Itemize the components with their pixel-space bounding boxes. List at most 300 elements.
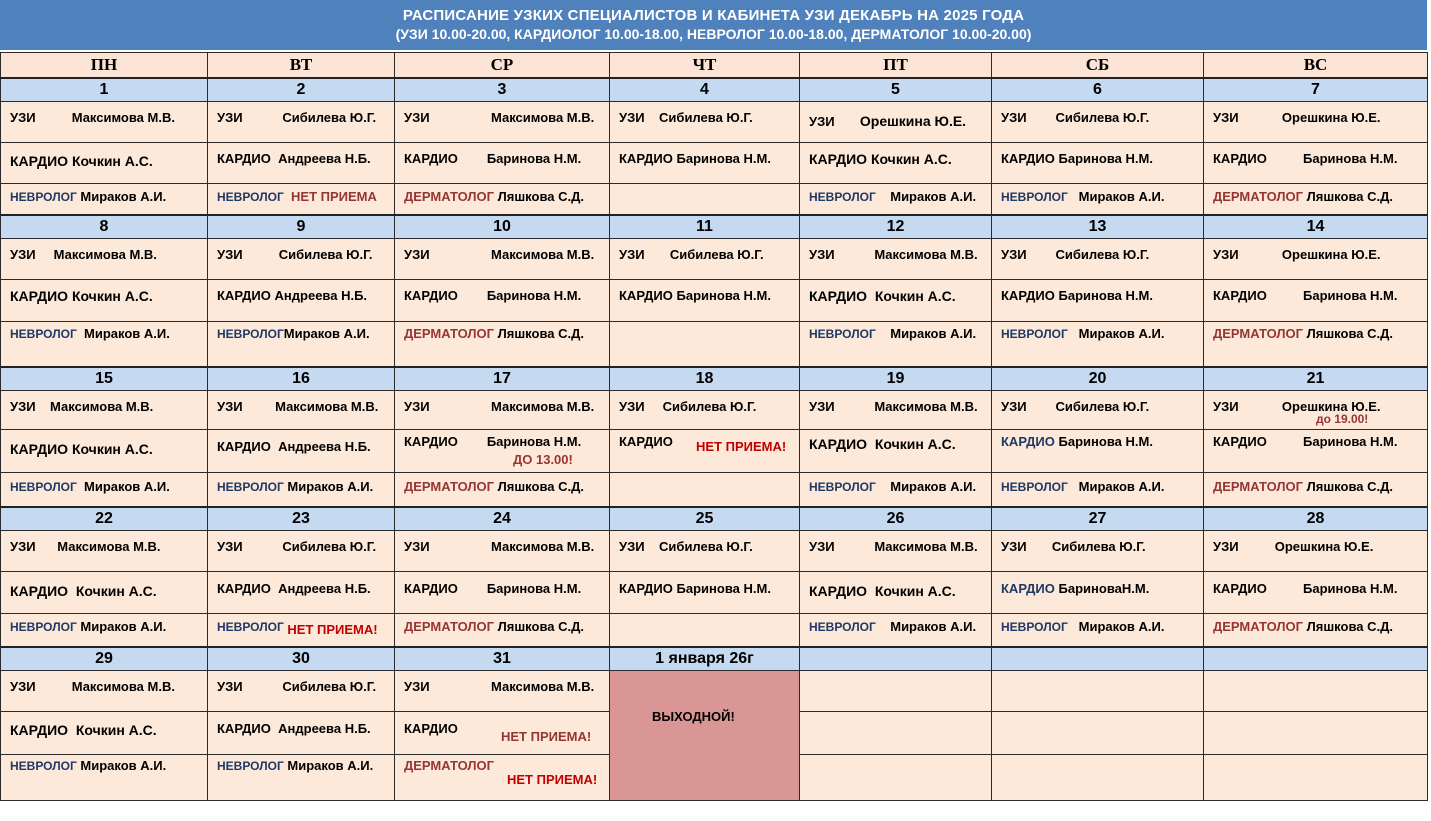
uzi-cell <box>992 531 1204 572</box>
doctor-name: Андреева Н.Б. <box>278 721 371 736</box>
role-label: УЗИ <box>619 110 645 125</box>
no-reception-label: НЕТ ПРИЕМА! <box>501 729 592 744</box>
doctor-name: Мираков А.И. <box>890 189 977 204</box>
nevrolog-cell <box>992 614 1204 648</box>
role-label: НЕВРОЛОГ <box>1001 327 1068 341</box>
week-3-dates <box>1 367 1428 391</box>
role-label: КАРДИО <box>809 151 868 167</box>
doctor-name: Кочкин А.С. <box>71 153 153 169</box>
role-label: УЗИ <box>1213 539 1239 554</box>
date-cell: 11 <box>610 215 800 239</box>
doctor-name: Сибилева Ю.Г. <box>282 539 377 554</box>
role-label: ДЕРМАТОЛОГ <box>404 758 495 773</box>
dermatolog-cell <box>395 322 610 368</box>
week-4-kardio <box>1 572 1428 614</box>
date-cell: 25 <box>610 507 800 531</box>
date-cell: 24 <box>395 507 610 531</box>
role-label: УЗИ <box>217 679 243 694</box>
until-13-note: ДО 13.00! <box>513 452 573 467</box>
role-label: УЗИ <box>10 399 36 414</box>
role-label: УЗИ <box>217 110 243 125</box>
week-1-kardio <box>1 143 1428 184</box>
role-label: КАРДИО <box>404 581 458 596</box>
nevrolog-cell <box>800 473 992 508</box>
date-cell <box>1204 647 1428 671</box>
role-label: КАРДИО <box>619 581 673 596</box>
role-label: КАРДИО <box>619 434 673 449</box>
uzi-cell <box>992 102 1204 143</box>
kardio-cell <box>1 572 208 614</box>
uzi-cell <box>1 531 208 572</box>
role-label: КАРДИО <box>10 583 69 599</box>
weekday-sun: ВС <box>1204 53 1428 79</box>
role-label: УЗИ <box>404 247 430 262</box>
role-label: НЕВРОЛОГ <box>10 190 77 204</box>
week-1-uzi <box>1 102 1428 143</box>
uzi-cell <box>1204 102 1428 143</box>
doctor-name: Мираков А.И. <box>890 619 977 634</box>
dermatolog-cell <box>395 614 610 648</box>
role-label: УЗИ <box>10 539 36 554</box>
nevrolog-cell <box>1 322 208 368</box>
dermatolog-cell <box>1204 184 1428 216</box>
uzi-cell <box>800 531 992 572</box>
doctor-name: Сибилева Ю.Г. <box>659 110 753 125</box>
kardio-cell <box>1204 572 1428 614</box>
empty-cell <box>992 671 1204 712</box>
nevrolog-cell <box>208 184 395 216</box>
doctor-name: Ляшкова С.Д. <box>497 619 584 634</box>
role-label: УЗИ <box>619 247 645 262</box>
kardio-cell <box>208 430 395 473</box>
kardio-cell <box>610 430 800 473</box>
role-label: НЕВРОЛОГ <box>809 190 876 204</box>
doctor-name: Сибилева Ю.Г. <box>1055 247 1150 262</box>
role-label: УЗИ <box>217 399 243 414</box>
role-label: НЕВРОЛОГ <box>10 480 77 494</box>
week-1-third <box>1 184 1428 216</box>
kardio-cell <box>992 430 1204 473</box>
role-label: УЗИ <box>619 539 645 554</box>
doctor-name: Кочкин А.С. <box>870 151 952 167</box>
nevrolog-cell <box>800 184 992 216</box>
uzi-cell <box>800 239 992 280</box>
empty-cell <box>610 473 800 508</box>
week-4-third <box>1 614 1428 648</box>
nevrolog-cell <box>800 614 992 648</box>
nevrolog-cell <box>208 755 395 801</box>
uzi-cell <box>1 102 208 143</box>
day-off-label: ВЫХОДНОЙ! <box>652 709 735 724</box>
week-2-kardio <box>1 280 1428 322</box>
role-label: КАРДИО <box>809 583 868 599</box>
doctor-name: Баринова Н.М. <box>1058 288 1153 303</box>
uzi-cell <box>610 239 800 280</box>
kardio-cell <box>395 430 610 473</box>
role-label: КАРДИО <box>1213 434 1267 449</box>
doctor-name: Максимова М.В. <box>71 110 175 125</box>
date-cell: 1 <box>1 78 208 102</box>
date-cell: 6 <box>992 78 1204 102</box>
schedule-table <box>0 52 1428 801</box>
doctor-name: Кочкин А.С. <box>874 583 956 599</box>
doctor-name: Мираков А.И. <box>287 758 374 773</box>
role-label: УЗИ <box>1213 247 1239 262</box>
role-label: УЗИ <box>217 539 243 554</box>
doctor-name: Ляшкова С.Д. <box>1306 479 1393 494</box>
doctor-name: Максимова М.В. <box>490 247 595 262</box>
doctor-name: Кочкин А.С. <box>874 436 956 452</box>
role-label: КАРДИО <box>1001 151 1055 166</box>
doctor-name: Сибилева Ю.Г. <box>282 110 377 125</box>
doctor-name: Баринова Н.М. <box>486 434 582 449</box>
uzi-cell <box>800 391 992 430</box>
doctor-name: Мираков А.И. <box>1078 479 1165 494</box>
date-cell: 3 <box>395 78 610 102</box>
kardio-cell <box>800 430 992 473</box>
doctor-name: Андреева Н.Б. <box>278 439 371 454</box>
doctor-name: Кочкин А.С. <box>75 583 157 599</box>
role-label: УЗИ <box>1001 110 1027 125</box>
doctor-name: Максимова М.В. <box>50 399 154 414</box>
date-cell: 16 <box>208 367 395 391</box>
role-label: ДЕРМАТОЛОГ <box>404 326 495 341</box>
doctor-name: Максимова М.В. <box>57 539 161 554</box>
empty-cell <box>1204 755 1428 801</box>
uzi-cell <box>208 671 395 712</box>
doctor-name: Ляшкова С.Д. <box>1306 619 1393 634</box>
date-cell: 8 <box>1 215 208 239</box>
nevrolog-cell <box>800 322 992 368</box>
nevrolog-cell <box>1 184 208 216</box>
role-label: НЕВРОЛОГ <box>1001 620 1068 634</box>
doctor-name: Орешкина Ю.Е. <box>1281 110 1381 125</box>
date-cell: 27 <box>992 507 1204 531</box>
date-cell: 14 <box>1204 215 1428 239</box>
kardio-cell <box>1204 143 1428 184</box>
role-label: УЗИ <box>1001 539 1027 554</box>
role-label: КАРДИО <box>1001 434 1055 449</box>
date-cell: 10 <box>395 215 610 239</box>
role-label: КАРДИО <box>809 288 868 304</box>
doctor-name: Максимова М.В. <box>71 679 175 694</box>
role-label: УЗИ <box>809 539 835 554</box>
no-reception-label: НЕТ ПРИЕМА! <box>507 772 598 787</box>
date-cell: 20 <box>992 367 1204 391</box>
role-label: КАРДИО <box>217 288 271 303</box>
kardio-cell <box>395 280 610 322</box>
uzi-cell <box>610 391 800 430</box>
doctor-name: Кочкин А.С. <box>75 722 157 738</box>
role-label: НЕВРОЛОГ <box>217 759 284 773</box>
doctor-name: Баринова Н.М. <box>1058 434 1153 449</box>
doctor-name: Мираков А.И. <box>1078 326 1165 341</box>
no-reception-label: НЕТ ПРИЕМА <box>291 189 377 204</box>
doctor-name: Сибилева Ю.Г. <box>1051 539 1146 554</box>
week-2-third <box>1 322 1428 368</box>
doctor-name: Ляшкова С.Д. <box>1306 189 1393 204</box>
role-label: УЗИ <box>1001 399 1027 414</box>
kardio-cell <box>395 572 610 614</box>
uzi-cell <box>1 391 208 430</box>
doctor-name: Орешкина Ю.Е. <box>1281 247 1381 262</box>
role-label: КАРДИО <box>217 581 271 596</box>
role-label: УЗИ <box>10 110 36 125</box>
nevrolog-cell <box>208 614 395 648</box>
kardio-cell <box>800 280 992 322</box>
uzi-cell <box>1 239 208 280</box>
doctor-name: Максимова М.В. <box>53 247 157 262</box>
kardio-cell <box>395 143 610 184</box>
uzi-cell <box>1 671 208 712</box>
nevrolog-cell <box>208 473 395 508</box>
kardio-cell <box>800 143 992 184</box>
week-1-dates <box>1 78 1428 102</box>
empty-cell <box>610 322 800 368</box>
uzi-cell <box>1204 531 1428 572</box>
date-cell: 4 <box>610 78 800 102</box>
role-label: ДЕРМАТОЛОГ <box>1213 189 1304 204</box>
doctor-name: Мираков А.И. <box>84 479 170 494</box>
week-5-dates <box>1 647 1428 671</box>
date-cell: 19 <box>800 367 992 391</box>
doctor-name: Максимова М.В. <box>490 539 595 554</box>
uzi-cell <box>395 391 610 430</box>
kardio-cell <box>610 280 800 322</box>
weekday-mon: ПН <box>1 53 208 79</box>
kardio-cell <box>1 430 208 473</box>
role-label: КАРДИО <box>404 434 458 449</box>
date-cell: 30 <box>208 647 395 671</box>
role-label: КАРДИО <box>217 721 271 736</box>
doctor-name: Мираков А.И. <box>287 479 374 494</box>
no-reception-label: НЕТ ПРИЕМА! <box>287 622 378 637</box>
doctor-name: Баринова Н.М. <box>1303 151 1398 166</box>
day-off-cell <box>610 671 800 801</box>
role-label: КАРДИО <box>10 288 69 304</box>
role-label: НЕВРОЛОГ <box>1001 190 1068 204</box>
nevrolog-cell <box>992 473 1204 508</box>
uzi-cell <box>395 531 610 572</box>
date-cell: 2 <box>208 78 395 102</box>
date-cell: 23 <box>208 507 395 531</box>
role-label: КАРДИО <box>404 288 458 303</box>
kardio-cell <box>1 143 208 184</box>
role-label: НЕВРОЛОГ <box>809 327 876 341</box>
nevrolog-cell <box>992 322 1204 368</box>
doctor-name: Ляшкова С.Д. <box>497 189 584 204</box>
date-cell: 5 <box>800 78 992 102</box>
uzi-cell <box>395 102 610 143</box>
doctor-name: Ляшкова С.Д. <box>497 326 584 341</box>
kardio-cell <box>992 572 1204 614</box>
kardio-cell <box>610 143 800 184</box>
doctor-name: Кочкин А.С. <box>874 288 956 304</box>
kardio-cell <box>208 572 395 614</box>
kardio-cell <box>208 712 395 755</box>
date-cell: 7 <box>1204 78 1428 102</box>
nevrolog-cell <box>208 322 395 368</box>
doctor-name: Мираков А.И. <box>80 189 167 204</box>
kardio-cell <box>800 572 992 614</box>
role-label: КАРДИО <box>1001 288 1055 303</box>
role-label: КАРДИО <box>619 288 673 303</box>
date-cell: 13 <box>992 215 1204 239</box>
role-label: УЗИ <box>404 539 430 554</box>
doctor-name: Орешкина Ю.Е. <box>859 113 967 129</box>
doctor-name: Мираков А.И. <box>890 479 977 494</box>
role-label: ДЕРМАТОЛОГ <box>404 189 495 204</box>
role-label: ДЕРМАТОЛОГ <box>404 619 495 634</box>
kardio-cell <box>992 143 1204 184</box>
weekday-sat: СБ <box>992 53 1204 79</box>
doctor-name: Баринова Н.М. <box>1303 288 1398 303</box>
role-label: ДЕРМАТОЛОГ <box>1213 479 1304 494</box>
kardio-cell <box>395 712 610 755</box>
role-label: УЗИ <box>404 110 430 125</box>
week-3-kardio <box>1 430 1428 473</box>
doctor-name: Мираков А.И. <box>283 326 370 341</box>
week-3-uzi <box>1 391 1428 430</box>
role-label: НЕВРОЛОГ <box>809 620 876 634</box>
dermatolog-cell <box>395 755 610 801</box>
doctor-name: Баринова Н.М. <box>676 288 771 303</box>
role-label: НЕВРОЛОГ <box>217 327 284 341</box>
doctor-name: Мираков А.И. <box>890 326 977 341</box>
doctor-name: Баринова Н.М. <box>486 581 582 596</box>
doctor-name: Сибилева Ю.Г. <box>659 539 753 554</box>
role-label: УЗИ <box>809 399 835 414</box>
kardio-cell <box>1 712 208 755</box>
empty-cell <box>610 614 800 648</box>
date-cell: 28 <box>1204 507 1428 531</box>
weekday-tue: ВТ <box>208 53 395 79</box>
role-label: УЗИ <box>404 399 430 414</box>
doctor-name: Сибилева Ю.Г. <box>282 679 377 694</box>
date-cell: 12 <box>800 215 992 239</box>
role-label: КАРДИО <box>10 441 69 457</box>
empty-cell <box>992 755 1204 801</box>
uzi-cell <box>395 239 610 280</box>
empty-cell <box>992 712 1204 755</box>
doctor-name: Максимова М.В. <box>874 539 978 554</box>
role-label: КАРДИО <box>217 151 271 166</box>
weekday-wed: СР <box>395 53 610 79</box>
week-4-dates <box>1 507 1428 531</box>
nevrolog-cell <box>1 614 208 648</box>
doctor-name: Баринова Н.М. <box>1058 151 1153 166</box>
no-reception-label: НЕТ ПРИЕМА! <box>696 439 787 454</box>
role-label: УЗИ <box>1001 247 1027 262</box>
date-cell <box>992 647 1204 671</box>
role-label: НЕВРОЛОГ <box>217 480 284 494</box>
doctor-name: Мираков А.И. <box>80 619 167 634</box>
date-cell: 29 <box>1 647 208 671</box>
role-label: УЗИ <box>619 399 645 414</box>
dermatolog-cell <box>395 184 610 216</box>
date-cell: 9 <box>208 215 395 239</box>
doctor-name: Максимова М.В. <box>874 399 978 414</box>
dermatolog-cell <box>1204 473 1428 508</box>
role-label: НЕВРОЛОГ <box>217 620 284 634</box>
role-label: НЕВРОЛОГ <box>10 759 77 773</box>
doctor-name: Андреева Н.Б. <box>278 151 371 166</box>
week-4-uzi <box>1 531 1428 572</box>
uzi-cell <box>1204 239 1428 280</box>
role-label: КАРДИО <box>619 151 673 166</box>
doctor-name: Кочкин А.С. <box>71 288 153 304</box>
role-label: ДЕРМАТОЛОГ <box>404 479 495 494</box>
role-label: УЗИ <box>10 679 36 694</box>
doctor-name: Мираков А.И. <box>80 758 167 773</box>
nevrolog-cell <box>992 184 1204 216</box>
doctor-name: Ляшкова С.Д. <box>497 479 584 494</box>
doctor-name: Сибилева Ю.Г. <box>662 399 757 414</box>
date-cell: 26 <box>800 507 992 531</box>
schedule-hours: (УЗИ 10.00-20.00, КАРДИОЛОГ 10.00-18.00, НЕВРОЛОГ 10.00-18.00, ДЕРМАТОЛОГ 10.00-20.00) <box>395 26 1032 42</box>
doctor-name: БариноваН.М. <box>1058 581 1150 596</box>
role-label: КАРДИО <box>217 439 271 454</box>
week-2-uzi <box>1 239 1428 280</box>
dermatolog-cell <box>1204 322 1428 368</box>
role-label: УЗИ <box>809 114 835 129</box>
uzi-cell <box>992 391 1204 430</box>
role-label: КАРДИО <box>1213 288 1267 303</box>
doctor-name: Баринова Н.М. <box>676 151 771 166</box>
doctor-name: Орешкина Ю.Е. <box>1281 399 1381 414</box>
dermatolog-cell <box>395 473 610 508</box>
doctor-name: Максимова М.В. <box>490 679 595 694</box>
uzi-cell <box>208 391 395 430</box>
role-label: КАРДИО <box>1213 581 1267 596</box>
doctor-name: Баринова Н.М. <box>1303 434 1398 449</box>
doctor-name: Андреева Н.Б. <box>274 288 368 303</box>
nevrolog-cell <box>1 755 208 801</box>
until-19-note: до 19.00! <box>1316 412 1369 426</box>
empty-cell <box>800 671 992 712</box>
kardio-cell <box>610 572 800 614</box>
date-cell: 31 <box>395 647 610 671</box>
uzi-cell <box>208 239 395 280</box>
date-cell <box>800 647 992 671</box>
role-label: НЕВРОЛОГ <box>217 190 284 204</box>
dermatolog-cell <box>1204 614 1428 648</box>
empty-cell <box>1204 671 1428 712</box>
week-2-dates <box>1 215 1428 239</box>
uzi-cell <box>610 531 800 572</box>
kardio-cell <box>208 143 395 184</box>
role-label: КАРДИО <box>404 721 458 736</box>
empty-cell <box>800 755 992 801</box>
uzi-cell <box>1204 391 1428 430</box>
role-label: КАРДИО <box>809 436 868 452</box>
date-cell: 22 <box>1 507 208 531</box>
role-label: ДЕРМАТОЛОГ <box>1213 326 1304 341</box>
role-label: КАРДИО <box>10 153 69 169</box>
doctor-name: Максимова М.В. <box>874 247 978 262</box>
doctor-name: Мираков А.И. <box>84 326 170 341</box>
schedule-header <box>0 0 1427 50</box>
role-label: НЕВРОЛОГ <box>809 480 876 494</box>
role-label: КАРДИО <box>10 722 69 738</box>
kardio-cell <box>992 280 1204 322</box>
weekday-header-row <box>1 53 1428 79</box>
uzi-cell <box>992 239 1204 280</box>
role-label: КАРДИО <box>1001 581 1055 596</box>
weekday-thu: ЧТ <box>610 53 800 79</box>
doctor-name: Андреева Н.Б. <box>278 581 371 596</box>
role-label: УЗИ <box>10 247 36 262</box>
